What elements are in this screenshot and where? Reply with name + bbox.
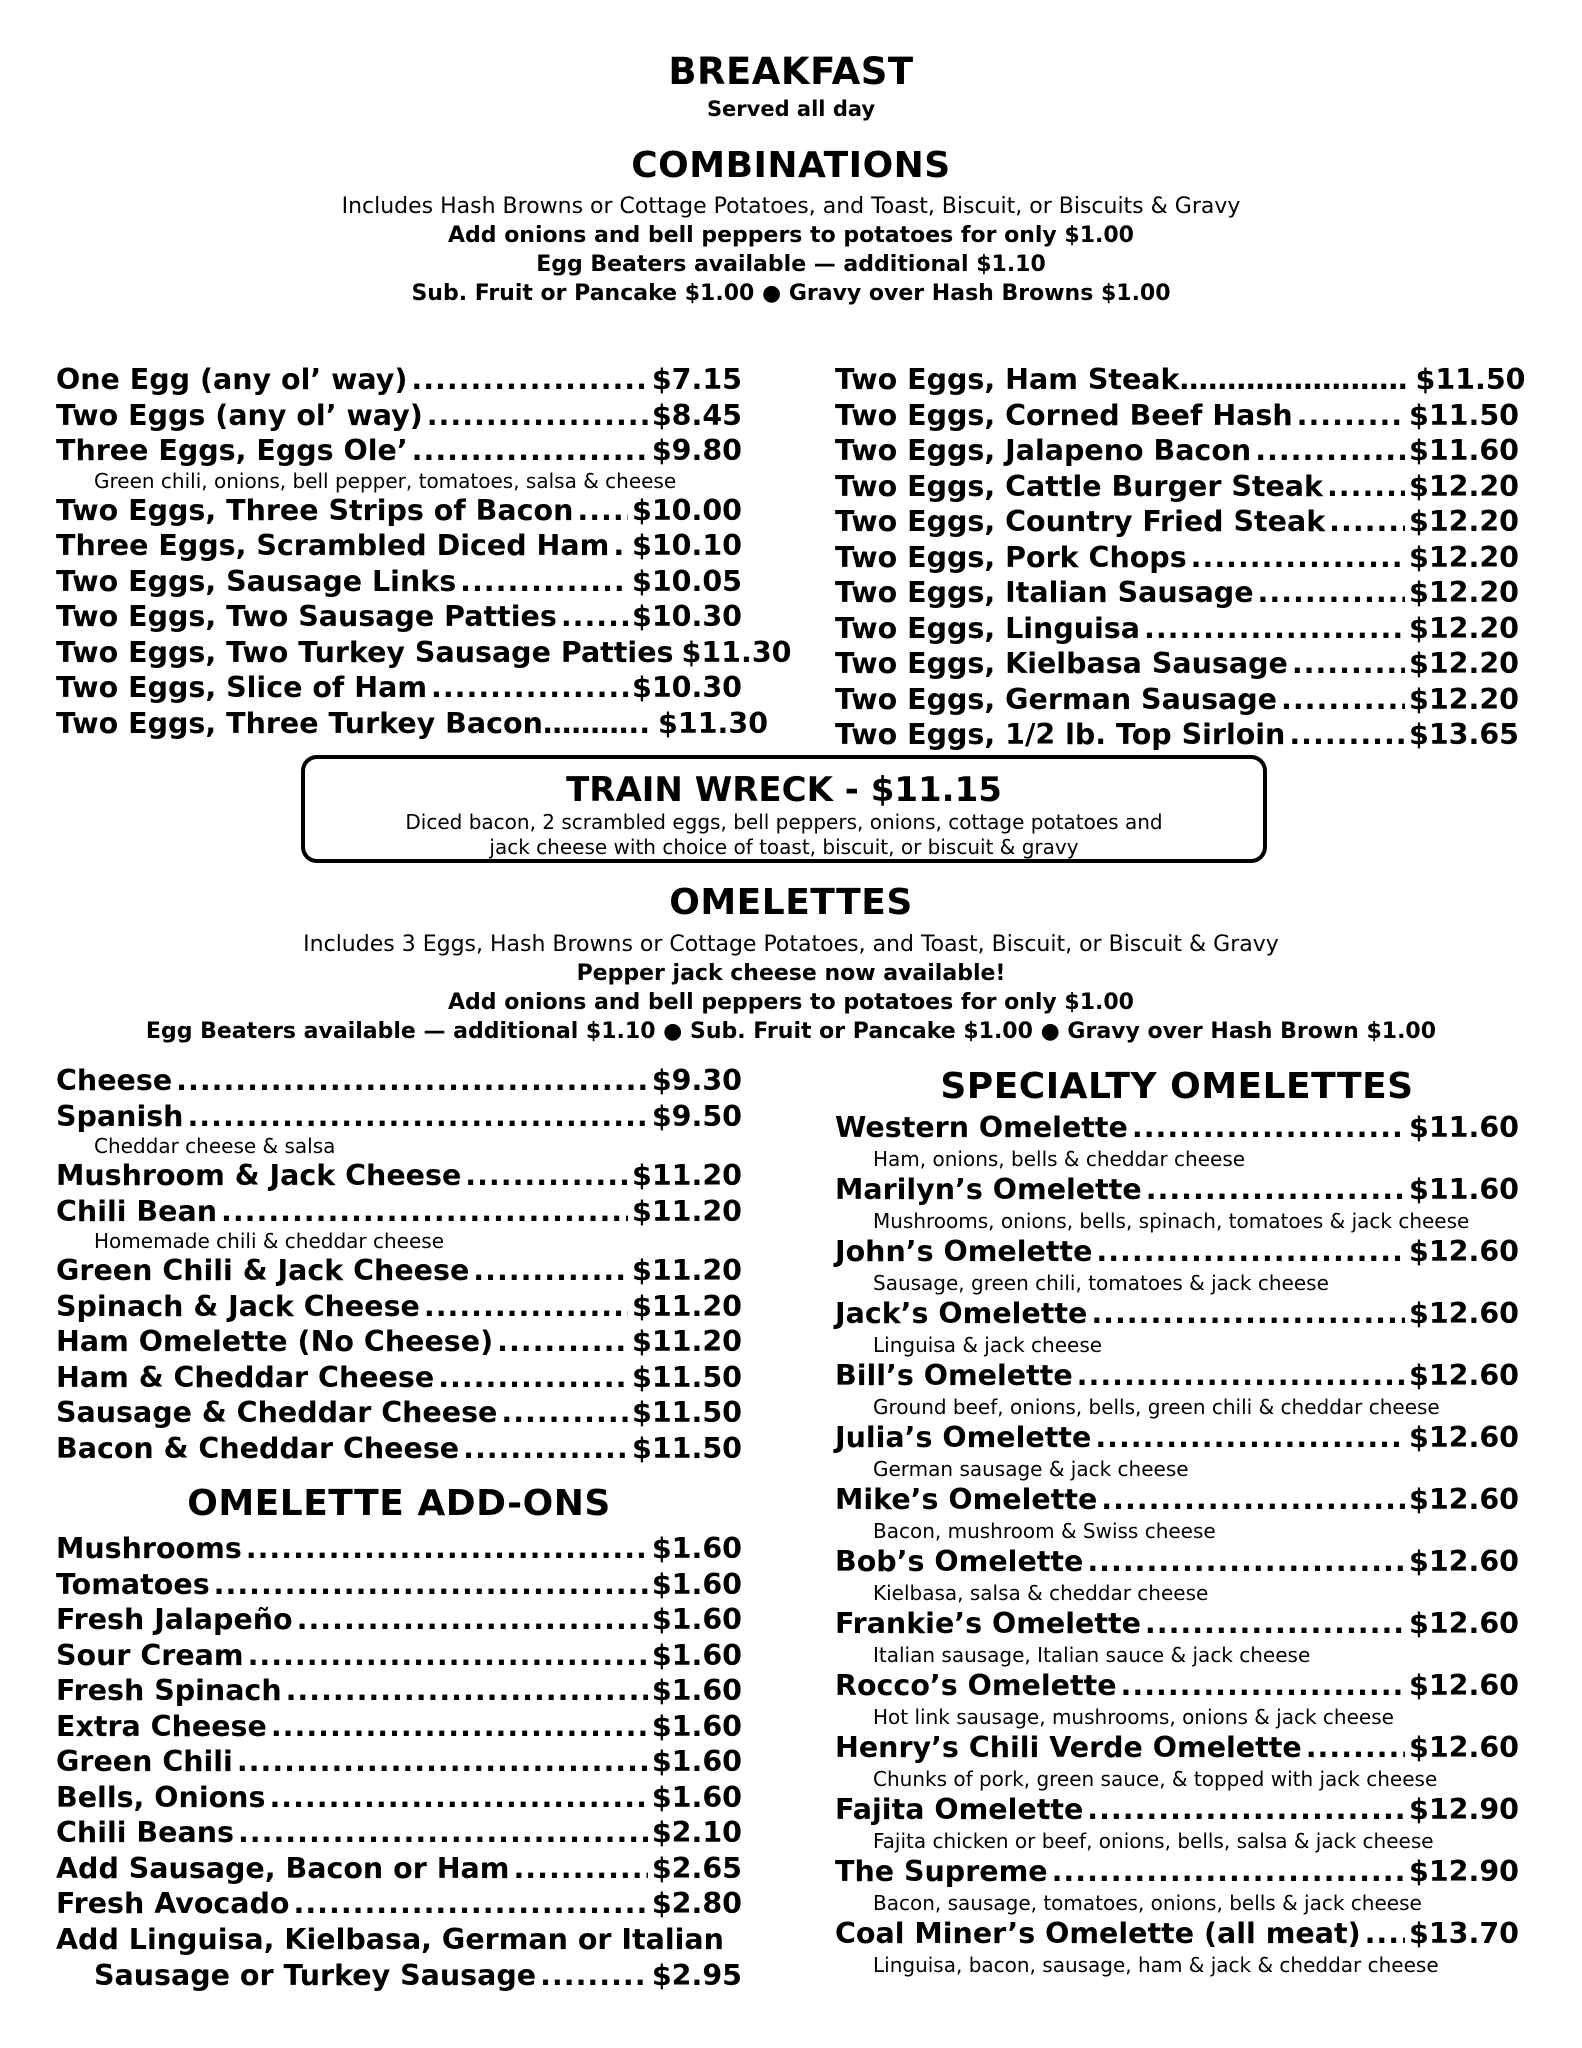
leader-dots [577, 493, 628, 529]
menu-item [56, 1709, 742, 1745]
item-name: Cheese [56, 1064, 173, 1097]
leader-dots [1052, 1854, 1405, 1890]
menu-item [835, 362, 1526, 398]
leader-dots [1297, 398, 1405, 434]
item-name: John’s Omelette [835, 1235, 1093, 1268]
item-description: Ground beef, onions, bells, green chili & cheddar cheese [873, 1395, 1440, 1419]
item-price: $12.20 [1409, 469, 1519, 503]
leader-dots [497, 1324, 628, 1360]
item-price: $11.30 [681, 635, 792, 669]
item-name: Two Eggs, Sausage Links [56, 564, 457, 598]
leader-dots [1281, 682, 1405, 718]
leader-dots [411, 362, 647, 398]
menu-item [835, 433, 1519, 469]
item-price: $1.60 [651, 1532, 742, 1565]
leader-dots [424, 1289, 628, 1325]
item-name: Tomatoes [56, 1567, 210, 1601]
menu-item [835, 1916, 1519, 1952]
menu-item [56, 706, 769, 742]
leader-dots [613, 528, 628, 564]
addon-last-line: Add Linguisa, Kielbasa, German or Italian [56, 1923, 724, 1956]
item-price: $10.05 [632, 564, 742, 598]
item-price: $12.60 [1409, 1359, 1519, 1392]
item-description: Hot link sausage, mushrooms, onions & jack cheese [873, 1705, 1394, 1729]
item-name: Three Eggs, Scrambled Diced Ham [56, 529, 610, 562]
leader-dots [1191, 540, 1405, 576]
menu-item [835, 1420, 1519, 1456]
item-name: Sausage or Turkey Sausage [94, 1958, 537, 1992]
leader-dots [1145, 1606, 1405, 1642]
item-price: $11.60 [1409, 1111, 1519, 1144]
item-name: Bob’s Omelette [835, 1545, 1084, 1578]
item-name: Bells, Onions [56, 1780, 266, 1814]
item-name: Two Eggs (any ol’ way) [56, 398, 423, 432]
item-name: Coal Miner’s Omelette (all meat) [835, 1917, 1361, 1950]
leader-dots [1258, 575, 1405, 611]
item-description: Bacon, mushroom & Swiss cheese [873, 1519, 1216, 1543]
menu-item [56, 1253, 742, 1289]
item-price: $1.60 [651, 1674, 742, 1707]
leader-dots [431, 670, 628, 706]
menu-item [835, 1668, 1519, 1704]
item-price: $1.60 [651, 1745, 742, 1778]
item-description: Ham, onions, bells & cheddar cheese [873, 1147, 1246, 1171]
addon-last-item [56, 1922, 742, 1993]
leader-dots [246, 1531, 648, 1567]
item-price: $12.60 [1409, 1235, 1519, 1268]
menu-item [56, 1638, 742, 1674]
item-name: Western Omelette [835, 1111, 1128, 1144]
leader-dots [1329, 504, 1405, 540]
specialty-title: SPECIALTY OMELETTES [940, 1066, 1414, 1107]
menu-item [56, 528, 742, 564]
leader-dots [1255, 433, 1405, 469]
leader-dots [1146, 1172, 1405, 1208]
item-name: Chili Bean [56, 1194, 218, 1228]
menu-item [56, 1815, 742, 1851]
addons-list [56, 1531, 742, 1922]
menu-item [56, 1158, 742, 1194]
item-name: Marilyn’s Omelette [835, 1173, 1142, 1206]
item-name: Two Eggs, 1/2 lb. Top Sirloin [835, 718, 1286, 751]
item-name: Fresh Jalapeño [56, 1603, 293, 1636]
leader-dots [294, 1886, 648, 1922]
item-name: Two Eggs, Italian Sausage [835, 576, 1254, 609]
item-price: $12.90 [1409, 1855, 1519, 1888]
menu-item [835, 1234, 1519, 1270]
item-price: $12.20 [1409, 576, 1519, 609]
leader-dots [1144, 611, 1405, 647]
menu-item [56, 1531, 742, 1567]
leader-dots [465, 1158, 628, 1194]
item-description: Green chili, onions, bell pepper, tomatoes, salsa & cheese [94, 468, 677, 493]
item-price: $11.50 [1415, 363, 1526, 396]
leader-dots [473, 1253, 628, 1289]
leader-dots [1289, 717, 1405, 753]
menu-item [835, 540, 1519, 576]
item-price: $2.95 [651, 1958, 742, 1992]
item-name: Add Sausage, Bacon or Ham [56, 1851, 510, 1885]
menu-item [56, 1744, 742, 1780]
specialty-list [835, 1110, 1519, 1978]
menu-item [56, 1324, 742, 1360]
item-price: $2.80 [651, 1887, 742, 1920]
omelettes-note: Egg Beaters available — additional $1.10 ● Sub. Fruit or Pancake $1.00 ● Gravy over Hash Brown $1.00 [145, 1019, 1437, 1044]
leader-dots [513, 1851, 647, 1887]
leader-dots [1132, 1110, 1405, 1146]
menu-item [56, 564, 742, 600]
item-price: $7.15 [651, 363, 742, 396]
item-name: Fresh Spinach [56, 1674, 282, 1707]
item-price: $1.60 [651, 1709, 742, 1743]
item-name: Two Eggs, Three Turkey Bacon……….. [56, 706, 651, 740]
omelettes-note: Add onions and bell peppers to potatoes for only $1.00 [448, 990, 1134, 1015]
item-description: Italian sausage, Italian sauce & jack cheese [873, 1643, 1311, 1667]
menu-item [56, 1602, 742, 1638]
leader-dots [176, 1063, 648, 1099]
item-name: Henry’s Chili Verde Omelette [835, 1731, 1302, 1764]
leader-dots [238, 1815, 648, 1851]
menu-item [56, 1099, 742, 1135]
menu-item [835, 1606, 1519, 1642]
item-price: $13.65 [1409, 718, 1519, 751]
item-description: Linguisa & jack cheese [873, 1333, 1103, 1357]
item-price: $11.60 [1409, 434, 1519, 467]
combinations-right-list [835, 362, 1526, 753]
menu-item [56, 493, 742, 529]
item-price: $12.60 [1409, 1483, 1519, 1516]
leader-dots [1306, 1730, 1405, 1766]
menu-item [56, 670, 742, 706]
item-description: Cheddar cheese & salsa [94, 1134, 336, 1158]
leader-dots [214, 1567, 648, 1603]
menu-item [835, 469, 1519, 505]
item-name: Ham Omelette (No Cheese) [56, 1325, 494, 1358]
leader-dots [412, 433, 648, 469]
leader-dots [540, 1958, 648, 1994]
menu-item [56, 1289, 742, 1325]
leader-dots [1121, 1668, 1405, 1704]
omelettes-note: Includes 3 Eggs, Hash Browns or Cottage Potatoes, and Toast, Biscuit, or Biscuit & Gravy [303, 932, 1279, 957]
menu-item [56, 1673, 742, 1709]
train-wreck-box [301, 755, 1267, 863]
item-name: Mike’s Omelette [835, 1483, 1098, 1516]
leader-dots [187, 1099, 647, 1135]
item-name: Rocco’s Omelette [835, 1669, 1117, 1702]
item-price: $1.60 [651, 1780, 742, 1814]
item-description: Homemade chili & cheddar cheese [94, 1229, 445, 1253]
item-price: $1.60 [651, 1567, 742, 1601]
leader-dots [427, 398, 648, 434]
menu-item [835, 1544, 1519, 1580]
item-price: $10.00 [632, 493, 742, 527]
addons-title: OMELETTE ADD-ONS [187, 1483, 611, 1524]
leader-dots [248, 1638, 648, 1674]
train-wreck-desc: Diced bacon, 2 scrambled eggs, bell peppers, onions, cottage potatoes and [405, 810, 1163, 834]
item-name: Two Eggs, Kielbasa Sausage [835, 647, 1288, 680]
item-price: $1.60 [651, 1603, 742, 1636]
leader-dots [1365, 1916, 1405, 1952]
combinations-note: Egg Beaters available — additional $1.10 [536, 252, 1046, 277]
leader-dots [1101, 1482, 1405, 1518]
item-name: Two Eggs, Jalapeno Bacon [835, 434, 1252, 467]
leader-dots [1087, 1544, 1405, 1580]
train-wreck-title: TRAIN WRECK - $11.15 [566, 770, 1002, 810]
item-name: Two Eggs, Country Fried Steak [835, 505, 1326, 538]
item-description: Chunks of pork, green sauce, & topped with jack cheese [873, 1767, 1438, 1791]
leader-dots [501, 1395, 628, 1431]
item-name: Bacon & Cheddar Cheese [56, 1431, 460, 1465]
item-price: $11.60 [1409, 1173, 1519, 1206]
item-name: Two Eggs, Ham Steak…………………… [835, 363, 1408, 396]
leader-dots [297, 1602, 648, 1638]
menu-title: BREAKFAST [668, 50, 914, 93]
menu-item [835, 504, 1519, 540]
omelettes-title: OMELETTES [669, 882, 913, 923]
item-name: Two Eggs, Pork Chops [835, 540, 1187, 574]
item-name: Fresh Avocado [56, 1887, 290, 1920]
item-name: Jack’s Omelette [835, 1297, 1088, 1330]
item-description: Fajita chicken or beef, onions, bells, salsa & jack cheese [873, 1829, 1434, 1853]
omelettes-list [56, 1063, 742, 1466]
leader-dots [561, 599, 628, 635]
leader-dots [438, 1360, 628, 1396]
item-name: Spinach & Jack Cheese [56, 1289, 420, 1323]
item-price: $11.30 [658, 706, 769, 740]
menu-item [56, 1780, 742, 1816]
item-price: $12.60 [1409, 1607, 1519, 1640]
leader-dots [1087, 1792, 1405, 1828]
item-description: Mushrooms, onions, bells, spinach, tomatoes & jack cheese [873, 1209, 1470, 1233]
combinations-note: Sub. Fruit or Pancake $1.00 ● Gravy over Hash Browns $1.00 [411, 281, 1171, 306]
item-price: $12.20 [1409, 505, 1519, 538]
item-name: Julia’s Omelette [835, 1421, 1092, 1454]
item-price: $12.60 [1409, 1669, 1519, 1702]
item-name: Two Eggs, Two Sausage Patties [56, 600, 557, 633]
train-wreck-desc: jack cheese with choice of toast, biscuit, or biscuit & gravy [489, 835, 1079, 859]
item-name: Two Eggs, Three Strips of Bacon [56, 493, 574, 527]
item-name: Bill’s Omelette [835, 1359, 1073, 1392]
menu-item [835, 1730, 1519, 1766]
menu-item [56, 1194, 742, 1230]
menu-item [56, 1063, 742, 1099]
leader-dots [237, 1744, 648, 1780]
item-price: $11.20 [632, 1159, 742, 1192]
item-price: $9.30 [651, 1064, 742, 1097]
item-price: $1.60 [651, 1638, 742, 1672]
item-price: $2.65 [651, 1851, 742, 1885]
item-price: $11.20 [632, 1289, 742, 1323]
leader-dots [1327, 469, 1405, 505]
combinations-left-list [56, 362, 792, 741]
item-name: Fajita Omelette [835, 1793, 1084, 1826]
item-name: Two Eggs, Linguisa [835, 611, 1140, 645]
menu-item [835, 1110, 1519, 1146]
menu-item [56, 599, 742, 635]
leader-dots [269, 1780, 647, 1816]
item-price: $12.60 [1409, 1731, 1519, 1764]
menu-item [56, 1360, 742, 1396]
item-price: $8.45 [651, 398, 742, 432]
item-name: Three Eggs, Eggs Ole’ [56, 434, 408, 467]
item-name: Sausage & Cheddar Cheese [56, 1396, 498, 1429]
leader-dots [1091, 1296, 1405, 1332]
item-price: $12.60 [1409, 1421, 1519, 1454]
menu-item [835, 1482, 1519, 1518]
item-price: $11.50 [632, 1360, 742, 1394]
menu-item [56, 635, 792, 671]
menu-item [56, 1431, 742, 1467]
menu-item [835, 1792, 1519, 1828]
item-name: Two Eggs, Two Turkey Sausage Patties [56, 635, 674, 669]
combinations-note: Includes Hash Browns or Cottage Potatoes, and Toast, Biscuit, or Biscuits & Gravy [341, 194, 1241, 219]
leader-dots [463, 1431, 628, 1467]
item-price: $13.70 [1409, 1917, 1519, 1950]
item-price: $10.30 [632, 600, 742, 633]
addon-last-line [56, 1958, 742, 1994]
item-name: Green Chili & Jack Cheese [56, 1254, 470, 1287]
item-name: Two Eggs, Cattle Burger Steak [835, 469, 1323, 503]
item-price: $12.20 [1409, 540, 1519, 574]
item-price: $2.10 [651, 1816, 742, 1849]
menu-item [56, 1851, 742, 1887]
menu-item [835, 682, 1519, 718]
menu-item [835, 1296, 1519, 1332]
item-name: Spanish [56, 1099, 184, 1133]
item-description: Sausage, green chili, tomatoes & jack cheese [873, 1271, 1329, 1295]
item-name: The Supreme [835, 1855, 1048, 1888]
item-price: $9.80 [651, 434, 742, 467]
menu-item [56, 398, 742, 434]
leader-dots [221, 1194, 628, 1230]
menu-item [835, 398, 1519, 434]
menu-item [835, 646, 1519, 682]
item-price: $10.10 [632, 529, 742, 562]
item-name: Sour Cream [56, 1638, 244, 1672]
omelettes-note: Pepper jack cheese now available! [576, 961, 1006, 986]
leader-dots [1096, 1234, 1405, 1270]
menu-item [56, 1567, 742, 1603]
item-description: Kielbasa, salsa & cheddar cheese [873, 1581, 1209, 1605]
item-name: Two Eggs, German Sausage [835, 682, 1278, 716]
menu-item [56, 1395, 742, 1431]
item-name: Mushroom & Jack Cheese [56, 1159, 462, 1192]
menu-item [835, 1854, 1519, 1890]
leader-dots [460, 564, 628, 600]
leader-dots [286, 1673, 648, 1709]
item-name: Mushrooms [56, 1532, 242, 1565]
leader-dots [1077, 1358, 1405, 1394]
menu-item [835, 1358, 1519, 1394]
item-name: Two Eggs, Slice of Ham [56, 671, 428, 704]
item-price: $12.20 [1409, 682, 1519, 716]
menu-item [835, 717, 1519, 753]
item-name: One Egg (any ol’ way) [56, 363, 408, 396]
item-price: $12.20 [1409, 611, 1519, 645]
menu-item [56, 362, 742, 398]
combinations-title: COMBINATIONS [631, 145, 951, 186]
item-price: $11.50 [1409, 398, 1519, 432]
item-name: Chili Beans [56, 1816, 234, 1849]
item-price: $12.60 [1409, 1297, 1519, 1330]
menu-item [56, 433, 742, 469]
leader-dots [271, 1709, 648, 1745]
menu-item [835, 611, 1519, 647]
item-name: Green Chili [56, 1745, 233, 1778]
menu-item [835, 575, 1519, 611]
item-name: Ham & Cheddar Cheese [56, 1360, 435, 1394]
item-price: $10.30 [632, 671, 742, 704]
item-price: $11.50 [632, 1431, 742, 1465]
menu-item [835, 1172, 1519, 1208]
item-name: Extra Cheese [56, 1709, 267, 1743]
item-price: $11.50 [632, 1396, 742, 1429]
menu-item [56, 1886, 742, 1922]
combinations-note: Add onions and bell peppers to potatoes for only $1.00 [448, 223, 1134, 248]
leader-dots [1095, 1420, 1405, 1456]
item-price: $12.60 [1409, 1545, 1519, 1578]
item-name: Two Eggs, Corned Beef Hash [835, 398, 1293, 432]
item-description: Linguisa, bacon, sausage, ham & jack & cheddar cheese [873, 1953, 1439, 1977]
leader-dots [1292, 646, 1405, 682]
item-price: $11.20 [632, 1325, 742, 1358]
item-price: $11.20 [632, 1194, 742, 1228]
item-description: Bacon, sausage, tomatoes, onions, bells & jack cheese [873, 1891, 1422, 1915]
item-name: Frankie’s Omelette [835, 1607, 1141, 1640]
item-price: $12.20 [1409, 647, 1519, 680]
item-price: $12.90 [1409, 1793, 1519, 1826]
item-price: $11.20 [632, 1254, 742, 1287]
menu-subtitle: Served all day [706, 97, 876, 121]
item-description: German sausage & jack cheese [873, 1457, 1189, 1481]
item-price: $9.50 [651, 1099, 742, 1133]
